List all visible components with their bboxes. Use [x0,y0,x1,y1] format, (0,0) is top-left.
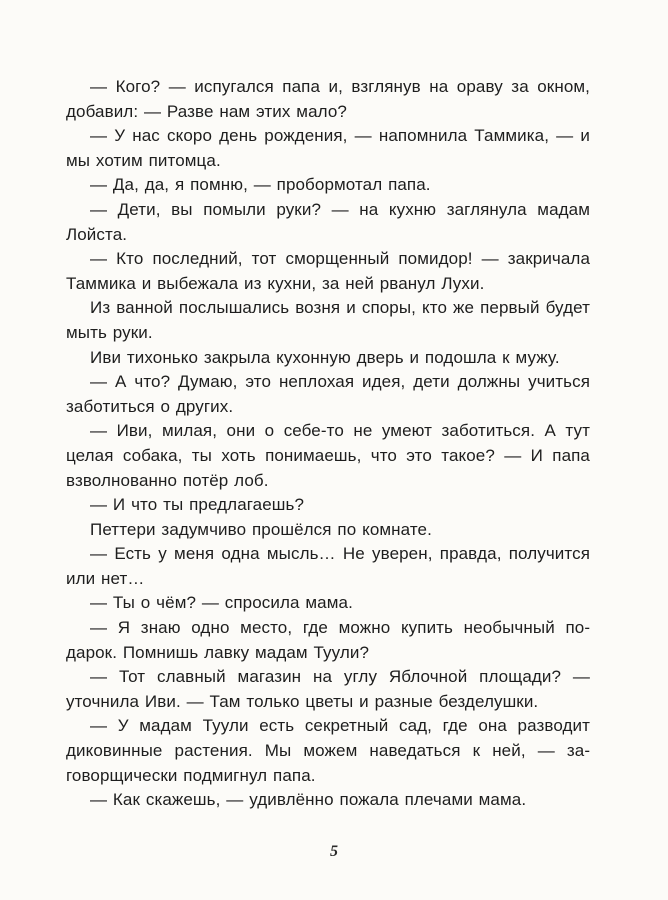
paragraph-14: — Я знаю одно место, где можно купить необычный подарок. Помнишь лавку мадам Туули? [66,618,590,662]
paragraph-10: — И что ты предлагаешь? [90,495,305,515]
paragraph-3: — Да, да, я помню, — пробормотал папа. [90,175,431,195]
paragraph-15: — Тот славный магазин на углу Яблочной площади? — уточнила Иви. — Там только цветы и разные безделушки. [66,667,590,711]
paragraph-17: — Как скажешь, — удивлённо пожала плечами мама. [90,790,527,810]
paragraph-11: Петтери задумчиво прошёлся по комнате. [90,519,432,539]
paragraph-7: Иви тихонько закрыла кухонную дверь и подошла к мужу. [90,347,560,367]
paragraph-2: — У нас скоро день рождения, — напомнила Таммика, — и мы хотим питомца. [66,126,590,170]
paragraph-8: — А что? Думаю, это неплохая идея, дети должны учиться заботиться о других. [66,372,590,416]
paragraph-13: — Ты о чём? — спросила мама. [90,593,353,613]
paragraph-5: — Кто последний, тот сморщенный помидор! — закричала Таммика и выбежала из кухни, за ней рванул Лухи. [66,249,590,293]
paragraph-1: — Кого? — испугался папа и, взглянув на ораву за окном, добавил: — Разве нам этих мало? [66,77,590,121]
paragraph-6: Из ванной послышались возня и споры, кто же первый будет мыть руки. [66,298,590,342]
paragraph-4: — Дети, вы помыли руки? — на кухню заглянула мадам Лойста. [66,199,590,244]
paragraph-9: — Иви, милая, они о себе-то не умеют заботиться. А тут целая собака, ты хоть понимаешь, что это такое? — И папа взволнованно потёр лоб. [66,421,590,490]
paragraph-12: — Есть у меня одна мысль… Не уверен, правда, получится или нет… [66,544,590,588]
paragraph-16: — У мадам Туули есть секретный сад, где она разводит диковинные растения. Мы можем наведаться к ней, — заговорщически подмигнул папа. [66,716,590,785]
page-number: 5 [330,843,338,860]
text-column [66,75,590,813]
